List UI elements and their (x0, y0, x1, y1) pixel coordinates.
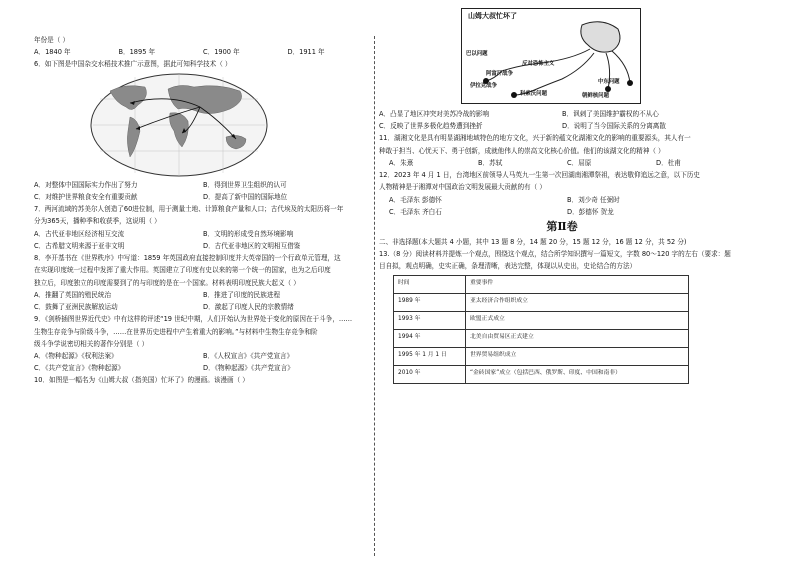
table-row (394, 329, 689, 347)
q8-options-row2 (34, 303, 372, 311)
cartoon-label: 中东问题 (598, 79, 620, 85)
q9-line: 9．《剑桥插图世界近代史》中有这样的评述“19 世纪中期，人们开始认为世界处于变化的原因在于斗争，…… (34, 315, 353, 324)
cartoon-title: 山姆大叔忙坏了 (468, 12, 517, 20)
option: B．讽刺了美国维护霸权的不从心 (562, 110, 659, 118)
cartoon-label: 科索沃问题 (520, 91, 547, 97)
option: A．朱熹 (389, 158, 414, 167)
option: C．鼓舞了亚洲民族解放运动 (34, 303, 118, 312)
table-cell: “金砖国家”成立（包括巴西、俄罗斯、印度、中国和南非） (466, 365, 689, 383)
option: A．凸显了地区冲突对美苏冷战的影响 (379, 110, 490, 118)
cartoon-label: 伊拉克战争 (470, 83, 497, 89)
option: D．《物种起源》《共产党宣言》 (203, 364, 294, 373)
table-cell: 2010 年 (394, 365, 466, 383)
option: D．说明了当今国际关系的分离离散 (562, 122, 666, 131)
table-cell: 亚太经济合作组织成立 (466, 293, 689, 311)
option: B．1895 年 (118, 48, 156, 57)
cartoon-label: 巴以问题 (466, 51, 488, 57)
q7-line: 分为365天，播种季和收获季，这说明（ ） (34, 217, 161, 226)
cartoon-label: 朝鲜核问题 (582, 93, 609, 99)
option: B．刘少奇 任弼时 (567, 195, 620, 204)
option: B．得到世界卫生组织的认可 (203, 180, 287, 189)
table-row (394, 293, 689, 311)
q5-tail: 年份是（ ） (34, 36, 70, 44)
option: B．推进了印度的民族进程 (203, 290, 281, 299)
q10-options-row1 (379, 110, 745, 118)
option: B．苏轼 (478, 158, 503, 167)
option: A．对整体中国国际实力作出了努力 (34, 180, 138, 189)
q7-options-row1 (34, 230, 372, 238)
option: C．屈原 (567, 158, 592, 167)
q8-options-row1 (34, 291, 372, 299)
q12-options-row1 (379, 196, 745, 204)
option: D．激起了印度人民的宗教情绪 (203, 303, 294, 312)
part2-heading: 二、非选择题(本大题共 4 小题，其中 13 题 8 分，14 题 20 分，15 题 12 分，16 题 12 分，共 52 分) (379, 237, 687, 246)
option: D．杜甫 (656, 158, 681, 167)
q9-line: 生物生存竞争与阶级斗争，……在世界历史进程中产生着重大的影响。”与材料中生物生存竞争和阶 (34, 327, 318, 336)
events-table (393, 275, 689, 384)
q10-stem: 10．如图是一幅名为《山姆大叔（指美国）忙坏了》的漫画。该漫画（ ） (34, 376, 249, 385)
q10-options-row2 (379, 122, 745, 130)
q12-options-row2 (379, 208, 745, 216)
section-title: 第Ⅱ卷 (546, 220, 578, 234)
cartoon-label: 反对恐怖主义 (522, 61, 555, 67)
q9-options-row2 (34, 364, 372, 372)
option: B．文明的形成受自然环境影响 (203, 229, 294, 238)
table-cell: 世界贸易组织成立 (466, 347, 689, 365)
q8-line: 8．李开基书在《世界秩序》中写道：1859 年英国政府直接控制印度并大英帝国的一个行政单元管理，这 (34, 254, 341, 263)
option: A．古代亚非地区经济相互交流 (34, 229, 125, 238)
table-cell: 1995 年 1 月 1 日 (394, 347, 466, 365)
table-row (394, 365, 689, 383)
table-cell: 北美自由贸易区正式建立 (466, 329, 689, 347)
world-map-figure (90, 73, 268, 177)
option: C．《共产党宣言》《物种起源》 (34, 364, 125, 373)
option: D．1911 年 (287, 48, 325, 57)
table-cell: 1993 年 (394, 311, 466, 329)
option: C．古希腊文明来源于亚非文明 (34, 241, 125, 250)
q8-line: 在实现印度统一过程中发挥了重大作用。英国建立了印度有史以来的第一个统一的国家，也为之后印度 (34, 266, 331, 275)
q5-options (34, 48, 372, 56)
option: A．1840 年 (34, 48, 71, 57)
table-row (394, 347, 689, 365)
q7-line: 7．两河流域的苏美尔人创造了60进位制，用于测量土地、计算粮食产量和人口；古代埃及的太阳历将一年 (34, 205, 344, 214)
q6-options-row2 (34, 193, 372, 201)
table-cell: 1989 年 (394, 293, 466, 311)
option: D．彭德怀 贺龙 (567, 207, 614, 216)
q12-line: 12．2023 年 4 月 1 日，台湾地区前领导人马英九一生第一次回湖南湘潭祭祖，表达敬仰追远之意，以下历史 (379, 171, 700, 180)
table-header-row (394, 275, 689, 293)
left-column (34, 36, 372, 389)
q13-line: 13.（8 分）阅读材料并提炼一个观点，围绕这个观点，结合所学知识撰写一篇短文，字数 80～120 字的左右（要求：题 (379, 250, 731, 259)
option: A．《物种起源》《权利法案》 (34, 351, 118, 360)
q6-options-row1 (34, 181, 372, 189)
q8-line: 独立后，印度独立的印度需要到了的与印度的是在一个国家。材料表明印度民族大起义（ ） (34, 278, 300, 287)
q12-line: 人物精神是于湘潭对中国政治文明发展最大贡献的有（ ） (379, 183, 546, 192)
uncle-sam-cartoon (461, 8, 641, 104)
option: C．毛泽东 齐白石 (389, 207, 442, 216)
table-cell: 1994 年 (394, 329, 466, 347)
q13-line: 目自拟，观点明确，史实正确，条理清晰，表达完整，体现以从史出，史论结合的方法） (379, 262, 637, 271)
q11-line: 种敢于担当、心忧天下、勇于创新，成就他伟人的崇高文化核心价值。他们的该湖文化的精神（ ） (379, 146, 665, 155)
column-divider (374, 36, 375, 556)
q7-options-row2 (34, 242, 372, 250)
q11-options (379, 159, 745, 167)
q6-stem: 6．如下图是中国杂交水稻技术推广示意图，据此可知科学技术（ ） (34, 60, 232, 69)
world-map-image (90, 73, 268, 177)
option: C．对维护世界粮食安全有重要贡献 (34, 192, 138, 201)
table-row (394, 311, 689, 329)
cartoon-label: 阿富汗战争 (486, 71, 513, 77)
option: B．《人权宣言》《共产党宣言》 (203, 351, 294, 360)
option: C．1900 年 (203, 48, 240, 57)
q9-line: 级斗争学说密切相关的著作分别是（ ） (34, 339, 149, 348)
option: D．古代亚非地区的文明相互借鉴 (203, 241, 301, 250)
table-header-cell: 时间 (394, 275, 466, 293)
table-cell: 欧盟正式成立 (466, 311, 689, 329)
option: A．推翻了英国的殖民统治 (34, 290, 112, 299)
right-column (379, 8, 745, 384)
q9-options-row1 (34, 352, 372, 360)
option: C．反映了世界多极化趋势遭到挫折 (379, 122, 483, 131)
table-header-cell: 重要事件 (466, 275, 689, 293)
option: A．毛泽东 彭德怀 (389, 195, 442, 204)
q11-line: 11．湖湘文化是具有明显湖湘地域特色的地方文化，兴于新的蕴文化湖湘文化的影响的重要源头，其人有一 (379, 134, 691, 143)
option: D．提高了新中国的国际地位 (203, 192, 288, 201)
